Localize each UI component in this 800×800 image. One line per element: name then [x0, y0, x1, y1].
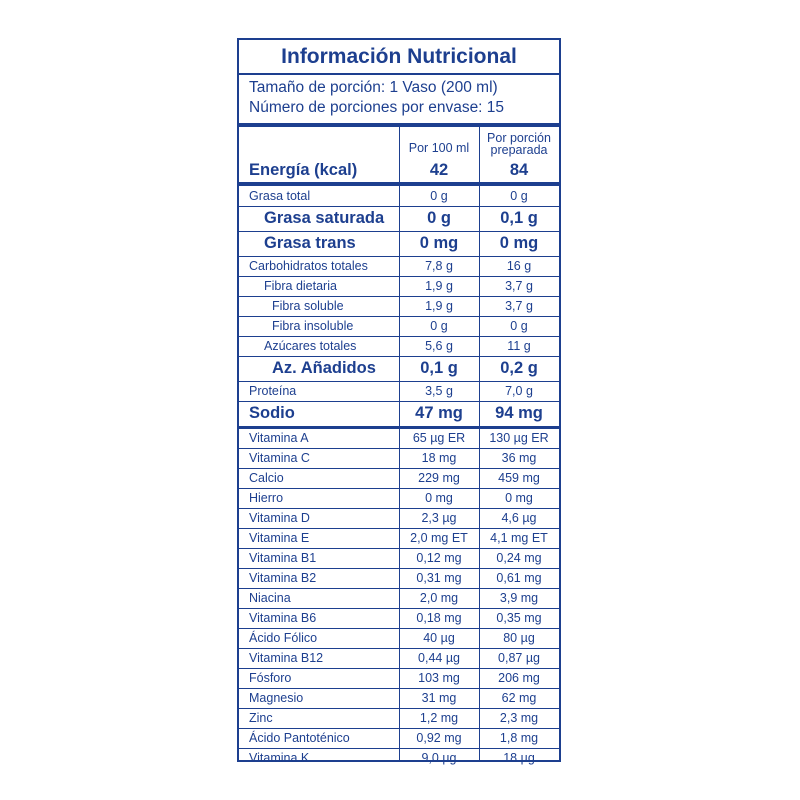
nutrient-value-per-100ml: 2,0 mg: [419, 591, 459, 605]
nutrient-name: Vitamina B6: [249, 611, 317, 625]
nutrient-value-per-100ml: 1,2 mg: [419, 711, 459, 725]
nutrient-value-per-portion: 62 mg: [501, 691, 537, 705]
nutrient-value-per-portion: 18 µg: [503, 751, 535, 765]
nutrient-value-per-100ml: 18 mg: [421, 451, 457, 465]
energy-per-100ml: 42: [429, 161, 449, 179]
column-header-per-portion-line2: preparada: [490, 143, 548, 157]
nutrient-name: Carbohidratos totales: [249, 259, 368, 273]
nutrient-value-per-portion: 80 µg: [503, 631, 535, 645]
nutrient-name: Azúcares totales: [264, 339, 357, 353]
column-divider-1: [399, 186, 400, 760]
nutrient-name: Proteína: [249, 384, 297, 398]
nutrient-name: Fósforo: [249, 671, 292, 685]
nutrient-name: Fibra soluble: [272, 299, 344, 313]
energy-per-portion: 84: [509, 161, 529, 179]
nutrient-value-per-portion: 0 mg: [499, 234, 539, 252]
nutrient-value-per-100ml: 7,8 g: [425, 259, 453, 273]
nutrient-value-per-portion: 4,6 µg: [501, 511, 537, 525]
nutrient-value-per-portion: 16 g: [506, 259, 532, 273]
nutrient-value-per-portion: 0 g: [510, 189, 528, 203]
nutrient-name: Grasa saturada: [264, 209, 385, 227]
nutrient-name: Vitamina B1: [249, 551, 317, 565]
title-divider: [239, 73, 559, 75]
nutrient-value-per-100ml: 0 mg: [425, 491, 453, 505]
nutrient-value-per-portion: 0,1 g: [500, 209, 538, 227]
nutrient-value-per-portion: 3,9 mg: [499, 591, 539, 605]
nutrient-value-per-100ml: 0,18 mg: [416, 611, 462, 625]
nutrient-name: Niacina: [249, 591, 291, 605]
nutrient-value-per-100ml: 9,0 µg: [421, 751, 457, 765]
nutrient-value-per-100ml: 31 mg: [421, 691, 457, 705]
nutrient-name: Az. Añadidos: [272, 359, 376, 377]
nutrient-value-per-portion: 0 g: [510, 319, 528, 333]
nutrient-value-per-100ml: 0 g: [430, 319, 448, 333]
column-header-per-portion-line1: Por porción: [487, 131, 551, 145]
nutrient-value-per-100ml: 5,6 g: [425, 339, 453, 353]
nutrient-name: Vitamina B12: [249, 651, 324, 665]
nutrient-value-per-portion: 36 mg: [501, 451, 537, 465]
nutrient-name: Magnesio: [249, 691, 304, 705]
nutrient-name: Sodio: [249, 404, 295, 422]
nutrient-value-per-portion: 1,8 mg: [499, 731, 539, 745]
nutrient-name: Grasa trans: [264, 234, 356, 252]
nutrient-value-per-100ml: 229 mg: [418, 471, 460, 485]
nutrient-value-per-portion: 0,61 mg: [496, 571, 542, 585]
nutrient-value-per-portion: 2,3 mg: [499, 711, 539, 725]
nutrient-value-per-100ml: 2,3 µg: [421, 511, 457, 525]
nutrient-value-per-portion: 0,87 µg: [498, 651, 540, 665]
nutrient-value-per-100ml: 1,9 g: [425, 299, 453, 313]
column-divider-1-top: [399, 127, 400, 182]
nutrient-name: Fibra dietaria: [264, 279, 337, 293]
nutrient-name: Vitamina E: [249, 531, 310, 545]
nutrient-value-per-portion: 0,2 g: [500, 359, 538, 377]
nutrient-value-per-100ml: 103 mg: [418, 671, 460, 685]
nutrient-value-per-portion: 7,0 g: [505, 384, 533, 398]
nutrient-value-per-portion: 0 mg: [505, 491, 533, 505]
nutrient-value-per-portion: 4,1 mg ET: [490, 531, 548, 545]
nutrient-value-per-100ml: 0,1 g: [420, 359, 458, 377]
nutrient-value-per-100ml: 0 mg: [419, 234, 459, 252]
nutrient-name: Vitamina D: [249, 511, 310, 525]
column-header-per-100ml: Por 100 ml: [408, 141, 470, 155]
nutrient-value-per-100ml: 0,44 µg: [418, 651, 460, 665]
nutrient-value-per-100ml: 3,5 g: [425, 384, 453, 398]
nutrient-value-per-100ml: 0 g: [430, 189, 448, 203]
label-title: Información Nutricional: [281, 45, 517, 68]
nutrient-name: Ácido Fólico: [249, 631, 318, 645]
nutrient-value-per-100ml: 1,9 g: [425, 279, 453, 293]
nutrient-value-per-portion: 3,7 g: [505, 299, 533, 313]
servings-per-container: Número de porciones por envase: 15: [249, 99, 505, 116]
nutrient-name: Zinc: [249, 711, 273, 725]
column-divider-2: [479, 186, 480, 760]
nutrient-value-per-100ml: 40 µg: [423, 631, 455, 645]
nutrient-name: Vitamina C: [249, 451, 310, 465]
nutrient-value-per-100ml: 65 µg ER: [412, 431, 466, 445]
nutrient-value-per-100ml: 0,12 mg: [416, 551, 462, 565]
nutrient-name: Calcio: [249, 471, 284, 485]
nutrient-value-per-100ml: 0,92 mg: [416, 731, 462, 745]
nutrient-name: Vitamina K: [249, 751, 310, 765]
nutrient-name: Vitamina B2: [249, 571, 317, 585]
nutrient-value-per-100ml: 2,0 mg ET: [410, 531, 468, 545]
nutrient-value-per-portion: 206 mg: [498, 671, 540, 685]
nutrient-name: Grasa total: [249, 189, 311, 203]
nutrient-name: Vitamina A: [249, 431, 309, 445]
nutrient-name: Ácido Pantoténico: [249, 731, 350, 745]
nutrition-facts-label: [237, 38, 561, 765]
nutrient-name: Fibra insoluble: [272, 319, 354, 333]
column-divider-2-top: [479, 127, 480, 182]
nutrient-value-per-portion: 0,24 mg: [496, 551, 542, 565]
nutrient-value-per-portion: 459 mg: [498, 471, 540, 485]
energy-label: Energía (kcal): [249, 161, 358, 179]
nutrient-value-per-portion: 0,35 mg: [496, 611, 542, 625]
nutrient-value-per-portion: 11 g: [507, 339, 531, 353]
nutrient-value-per-portion: 130 µg ER: [489, 431, 549, 445]
nutrient-value-per-100ml: 0,31 mg: [416, 571, 462, 585]
nutrient-value-per-portion: 3,7 g: [505, 279, 533, 293]
serving-size: Tamaño de porción: 1 Vaso (200 ml): [249, 79, 498, 96]
nutrient-value-per-100ml: 0 g: [427, 209, 451, 227]
nutrient-value-per-100ml: 47 mg: [415, 404, 463, 422]
nutrient-name: Hierro: [249, 491, 284, 505]
nutrient-value-per-portion: 94 mg: [495, 404, 543, 422]
